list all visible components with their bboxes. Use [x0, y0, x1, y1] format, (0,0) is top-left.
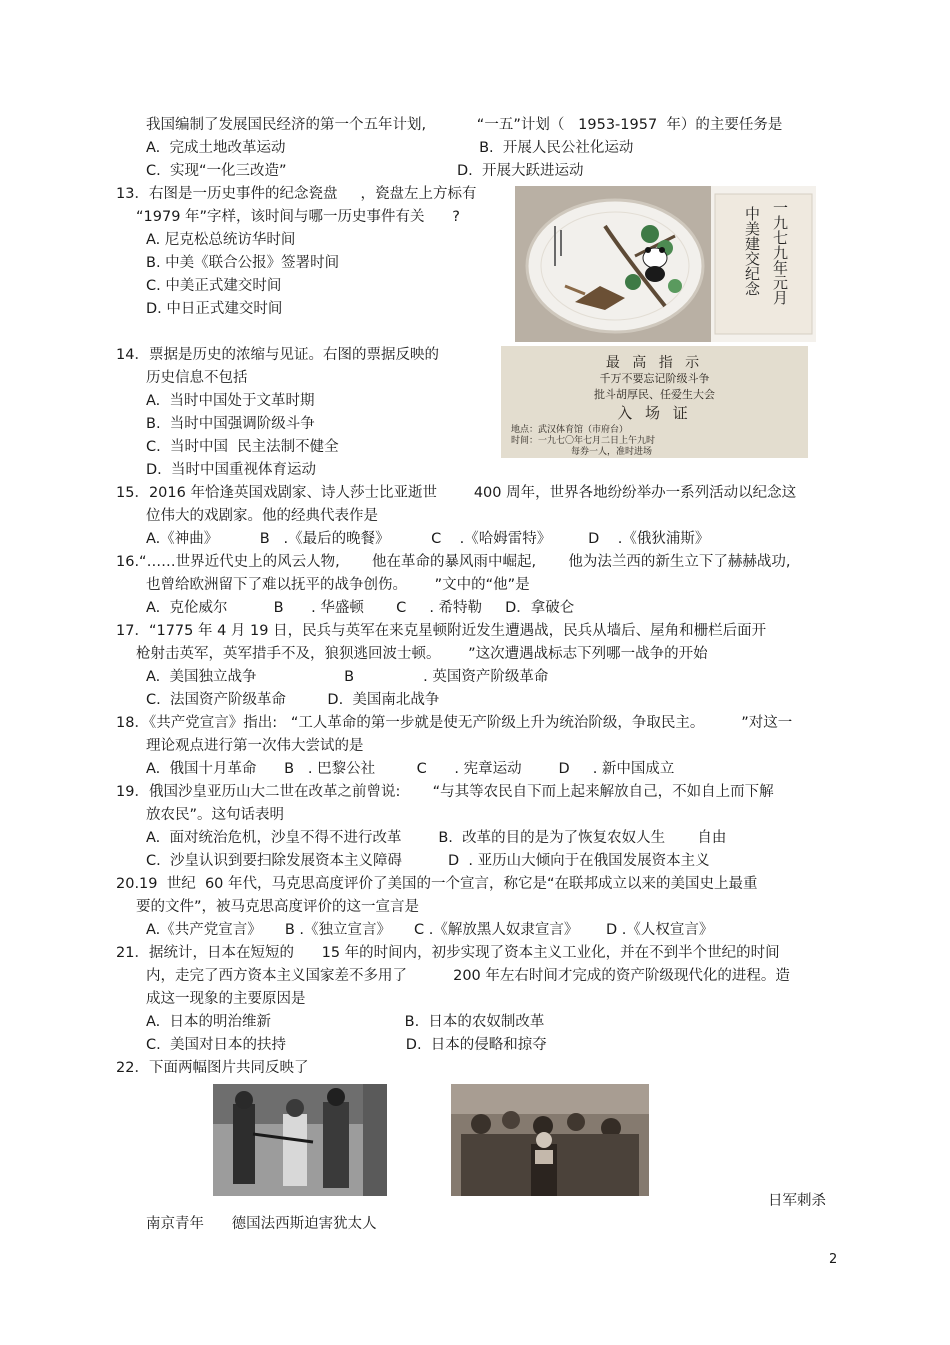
text-line-q19-options-cd: C. 沙皇认识到要扫除发展资本主义障碍 D . 亚历山大倾向于在俄国发展资本主义 — [146, 853, 710, 869]
ticket-title: 最 高 指 示 — [605, 355, 704, 371]
text-line-q19-options-ab: A. 面对统治危机，沙皇不得不进行改革 B. 改革的目的是为了恢复农奴人生 自由 — [146, 830, 727, 846]
nanjing-photo — [213, 1084, 387, 1196]
text-line-q22-stem: 22．下面两幅图片共同反映了 — [116, 1060, 309, 1076]
text-line-q13-option-d: D. 中日正式建交时间 — [146, 301, 283, 317]
text-line-q17-options-cd: C. 法国资产阶级革命 D. 美国南北战争 — [146, 692, 440, 708]
ticket-line-5: 时间：一九七〇年七月二日上午九时 — [511, 436, 656, 446]
ticket-line-3: 入 场 证 — [617, 404, 692, 422]
text-line-q21-stem-2: 内，走完了西方资本主义国家差不多用了 200 年左右时间才完成的资产阶级现代化的进程。造 — [146, 968, 790, 984]
text-line-q21-options-ab: A. 日本的明治维新 B. 日本的农奴制改革 — [146, 1014, 545, 1030]
text-line-q15-options: A.《神曲》 B .《最后的晚餐》 C .《哈姆雷特》 D .《俄狄浦斯》 — [146, 531, 710, 547]
text-line-q12-options-cd: C. 实现“一化三改造” D. 开展大跃进运动 — [146, 163, 584, 179]
text-line-q20-stem-1: 20.19 世纪 60 年代，马克思高度评价了美国的一个宣言，称它是“在联邦成立以来的美国史上最重 — [116, 876, 758, 892]
text-line-q13-option-a: A. 尼克松总统访华时间 — [146, 232, 296, 248]
text-line-q14-option-a: A. 当时中国处于文革时期 — [146, 393, 315, 409]
text-line-q21-options-cd: C. 美国对日本的扶持 D. 日本的侵略和掠夺 — [146, 1037, 547, 1053]
plate-inscription-2: 中美建交纪念 — [743, 206, 761, 296]
commemorative-plate-image — [515, 186, 816, 342]
text-line-q22-caption-left: 南京青年 德国法西斯迫害犹太人 — [146, 1216, 377, 1232]
text-line-q14-option-c: C. 当时中国 民主法制不健全 — [146, 439, 339, 455]
text-line-q17-options-ab: A. 美国独立战争 B . 英国资产阶级革命 — [146, 669, 549, 685]
text-line-q22-caption-right: 日军刺杀 — [768, 1193, 826, 1209]
plate-inscription-1: 一九七九年元月 — [771, 200, 789, 305]
text-line-q12-stem-tail: 我国编制了发展国民经济的第一个五年计划, “一五”计划（ 1953-1957 年）的主要任务是 — [146, 117, 783, 133]
text-line-q13-stem-2: “1979 年”字样，该时间与哪一历史事件有关 ? — [136, 209, 460, 225]
text-line-q18-stem-1: 18．《共产党宣言》指出: “工人革命的第一步就是使无产阶级上升为统治阶级，争取民主。 ”对这一 — [116, 715, 793, 731]
text-line-q16-stem-1: 16.“……世界近代史上的风云人物, 他在革命的暴风雨中崛起, 他为法兰西的新生立下了赫赫战功, — [116, 554, 791, 570]
ticket-line-6: 每券一人，准时进场 — [571, 447, 653, 457]
text-line-q18-stem-2: 理论观点进行第一次伟大尝试的是 — [146, 738, 364, 754]
jewish-photo-illustration — [451, 1084, 649, 1196]
text-line-q21-stem-3: 成这一现象的主要原因是 — [146, 991, 306, 1007]
text-line-q14-stem-1: 14．票据是历史的浓缩与见证。右图的票据反映的 — [116, 347, 439, 363]
text-line-q20-options: A.《共产党宣言》 B .《独立宣言》 C .《解放黑人奴隶宣言》 D .《人权宣言》 — [146, 922, 714, 938]
text-line-q16-options: A. 克伦威尔 B . 华盛顿 C . 希特勒 D．拿破仑 — [146, 600, 575, 616]
text-line-q13-stem-1: 13．右图是一历史事件的纪念瓷盘 ，瓷盘左上方标有 — [116, 186, 477, 202]
ticket-line-2: 批斗胡厚民、任爱生大会 — [594, 388, 715, 401]
text-line-q13-option-c: C. 中美正式建交时间 — [146, 278, 282, 294]
text-line-q14-option-d: D. 当时中国重视体育运动 — [146, 462, 316, 478]
jewish-persecution-photo — [451, 1084, 649, 1196]
text-line-q12-options-ab: A. 完成土地改革运动 B. 开展人民公社化运动 — [146, 140, 634, 156]
text-line-q14-stem-2: 历史信息不包括 — [146, 370, 248, 386]
text-line-q16-stem-2: 也曾给欧洲留下了难以抚平的战争创伤。 ”文中的“他”是 — [146, 577, 530, 593]
text-line-q15-stem-2: 位伟大的戏剧家。他的经典代表作是 — [146, 508, 378, 524]
nanjing-photo-illustration — [213, 1084, 387, 1196]
text-line-q15-stem-1: 15．2016 年恰逢英国戏剧家、诗人莎士比亚逝世 400 周年，世界各地纷纷举办一系列活动以纪念这 — [116, 485, 797, 501]
text-line-q19-stem-2: 放农民”。这句话表明 — [146, 807, 285, 823]
text-line-q19-stem-1: 19．俄国沙皇亚历山大二世在改革之前曾说: “与其等农民自下而上起来解放自己，不如自上而下解 — [116, 784, 774, 800]
text-line-q14-option-b: B. 当时中国强调阶级斗争 — [146, 416, 315, 432]
ticket-line-1: 千万不要忘记阶级斗争 — [599, 372, 710, 385]
text-line-q17-stem-1: 17．“1775 年 4 月 19 日，民兵与英军在来克星顿附近发生遭遇战，民兵从墙后、屋角和栅栏后面开 — [116, 623, 767, 639]
page-number: 2 — [829, 1252, 838, 1267]
text-line-q21-stem-1: 21．据统计，日本在短短的 15 年的时间内，初步实现了资本主义工业化，并在不到半个世纪的时间 — [116, 945, 780, 961]
text-line-q17-stem-2: 枪射击英军，英军措手不及，狼狈逃回波士顿。 ”这次遭遇战标志下列哪一战争的开始 — [136, 646, 708, 662]
admission-ticket-image — [501, 346, 808, 458]
ticket-line-4: 地点：武汉体育馆（市府台） — [511, 425, 629, 435]
text-line-q18-options: A. 俄国十月革命 B . 巴黎公社 C . 宪章运动 D . 新中国成立 — [146, 761, 675, 777]
text-line-q13-option-b: B. 中美《联合公报》签署时间 — [146, 255, 340, 271]
text-line-q20-stem-2: 要的文件”，被马克思高度评价的这一宣言是 — [136, 899, 420, 915]
